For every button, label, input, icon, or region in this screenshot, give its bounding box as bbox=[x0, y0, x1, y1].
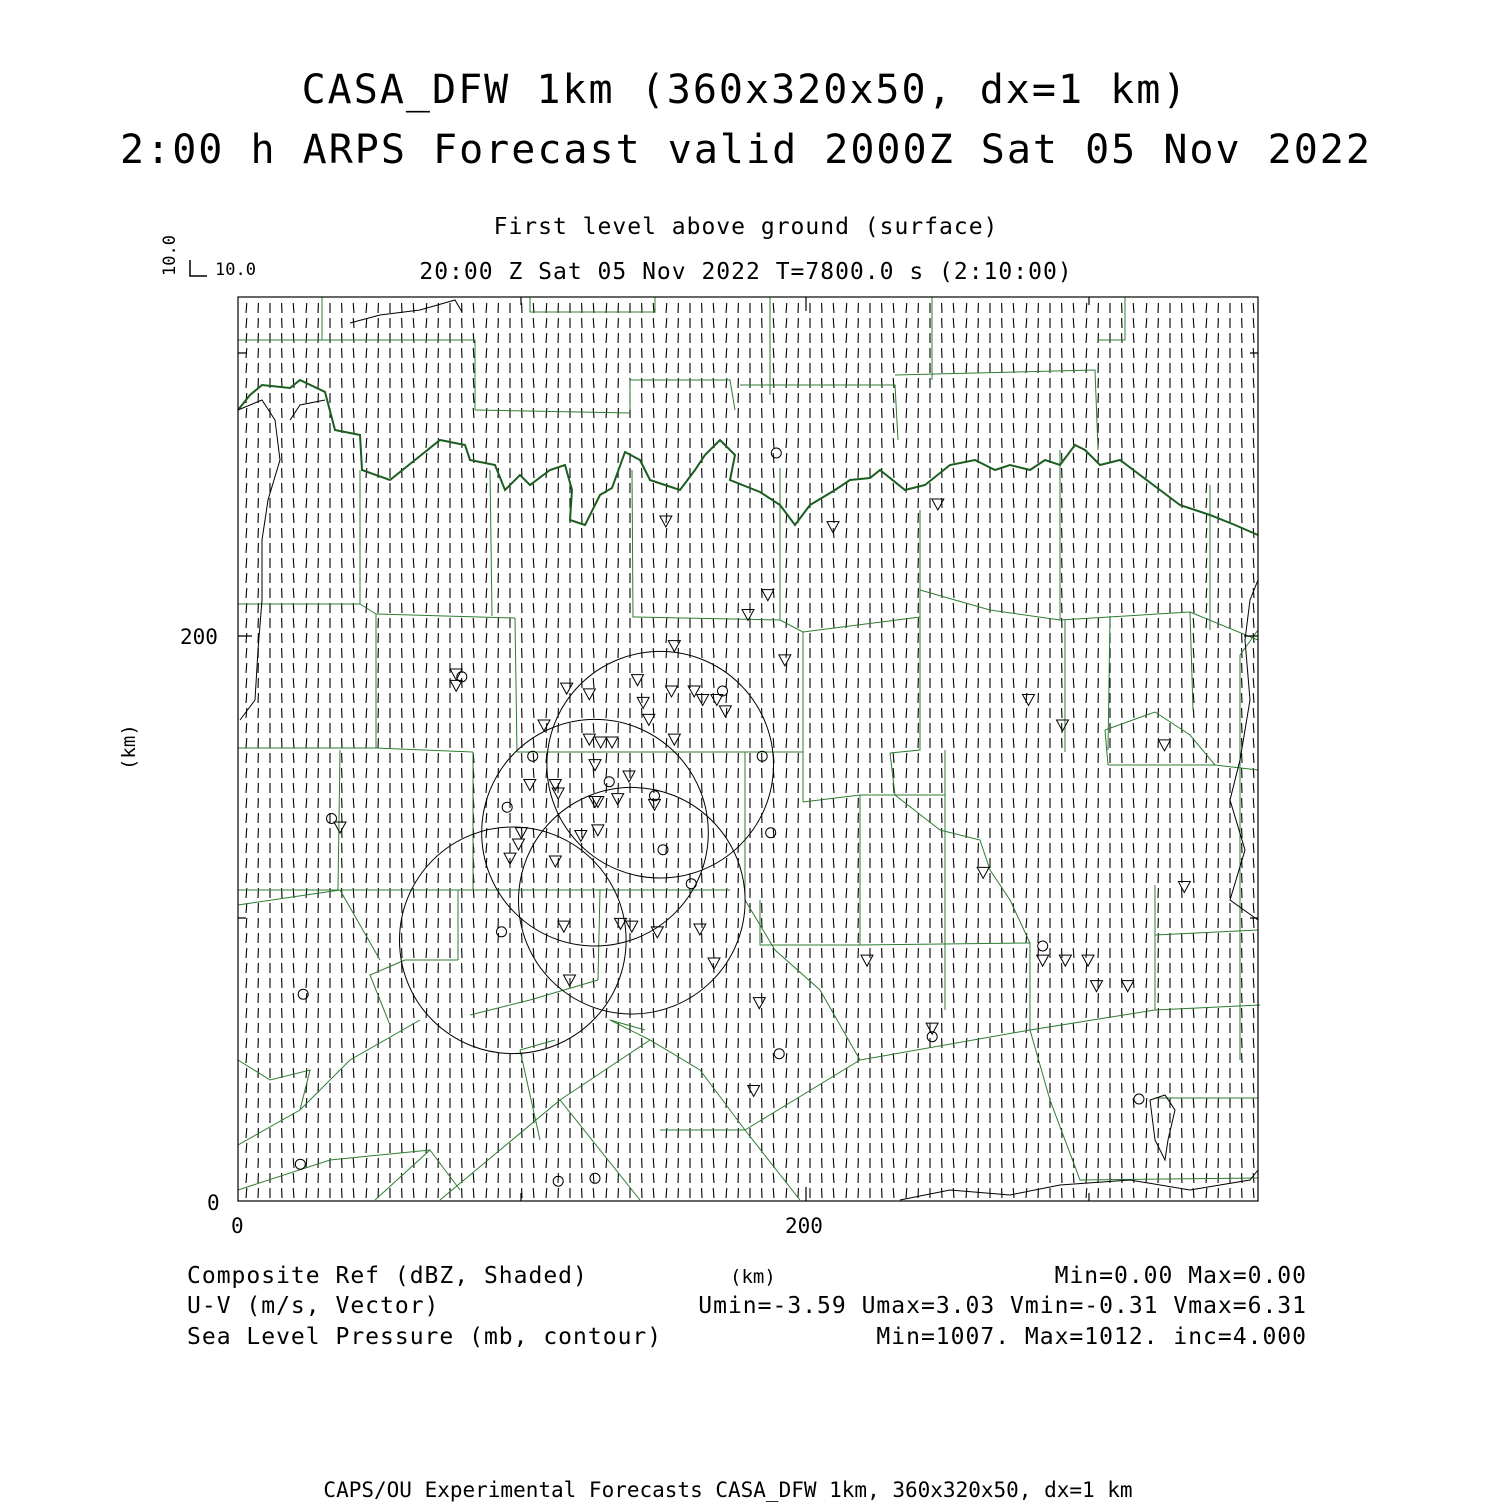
boundary-line bbox=[895, 370, 1098, 450]
station-circle-icon bbox=[604, 777, 614, 787]
station-circle-icon bbox=[590, 1173, 600, 1183]
station-triangle-icon bbox=[575, 831, 587, 842]
y-axis-unit: (km) bbox=[118, 724, 140, 770]
station-triangle-icon bbox=[549, 780, 561, 791]
boundary-line bbox=[1098, 297, 1125, 340]
boundary-line bbox=[1030, 943, 1260, 1030]
legend-field-3: Sea Level Pressure (mb, contour) bbox=[187, 1324, 663, 1350]
radar-ring bbox=[400, 827, 627, 1054]
boundary-line bbox=[920, 590, 1258, 640]
boundary-line bbox=[440, 1100, 640, 1200]
station-triangle-icon bbox=[666, 686, 678, 697]
boundary-line bbox=[238, 890, 340, 905]
boundary-line bbox=[630, 380, 735, 410]
station-circle-icon bbox=[502, 802, 512, 812]
station-triangle-icon bbox=[334, 822, 346, 833]
station-triangle-icon bbox=[1122, 981, 1134, 992]
contour-line bbox=[290, 400, 325, 420]
wind-arrows bbox=[246, 303, 1254, 1198]
footer-credit: CAPS/OU Experimental Forecasts CASA_DFW 1km, 360x320x50, dx=1 km bbox=[323, 1478, 1133, 1502]
boundary-line bbox=[520, 1040, 555, 1050]
sea-level-pressure-contour bbox=[238, 300, 1258, 1200]
station-triangle-icon bbox=[549, 856, 561, 867]
station-triangle-icon bbox=[589, 760, 601, 771]
station-triangle-icon bbox=[694, 924, 706, 935]
station-triangle-icon bbox=[561, 683, 573, 694]
contour-line bbox=[1230, 580, 1258, 920]
boundary-line bbox=[376, 614, 515, 618]
station-triangle-icon bbox=[697, 695, 709, 706]
station-triangle-icon bbox=[1082, 955, 1094, 966]
boundary-line bbox=[238, 1060, 310, 1110]
front-line bbox=[238, 380, 1258, 535]
x-tick-200: 200 bbox=[785, 1214, 823, 1238]
station-triangle-icon bbox=[861, 955, 873, 966]
boundary-line bbox=[530, 297, 655, 312]
station-circle-icon bbox=[771, 448, 781, 458]
boundary-line bbox=[360, 604, 376, 748]
station-circle-icon bbox=[774, 1049, 784, 1059]
title-line-2: 2:00 h ARPS Forecast valid 2000Z Sat 05 Nov 2022 bbox=[120, 127, 1372, 173]
station-circle-icon bbox=[1038, 941, 1048, 951]
legend-field-2: U-V (m/s, Vector) bbox=[187, 1293, 440, 1319]
boundary-line bbox=[740, 385, 898, 440]
boundary-line bbox=[515, 618, 517, 752]
radar-ring bbox=[519, 787, 746, 1014]
station-triangle-icon bbox=[558, 921, 570, 932]
station-circle-icon bbox=[686, 879, 696, 889]
level-subtitle: First level above ground (surface) bbox=[493, 214, 999, 240]
station-circle-icon bbox=[528, 751, 538, 761]
y-tick-0: 0 bbox=[207, 1191, 220, 1215]
station-triangle-icon bbox=[1178, 882, 1190, 893]
observation-stations bbox=[295, 448, 1190, 1186]
station-circle-icon bbox=[766, 828, 776, 838]
station-triangle-icon bbox=[595, 737, 607, 748]
station-circle-icon bbox=[1134, 1094, 1144, 1104]
boundary-line bbox=[745, 1130, 800, 1200]
legend-field-1-stats: Min=0.00 Max=0.00 bbox=[1054, 1263, 1307, 1289]
wind-vector-field bbox=[246, 303, 1254, 1198]
vector-key-icon bbox=[190, 260, 207, 276]
county-boundaries bbox=[238, 297, 1260, 1200]
boundary-line bbox=[338, 750, 340, 890]
boundary-line bbox=[490, 470, 492, 616]
station-triangle-icon bbox=[513, 839, 525, 850]
station-triangle-icon bbox=[779, 655, 791, 666]
station-triangle-icon bbox=[719, 706, 731, 717]
boundary-line bbox=[238, 1020, 420, 1145]
radar-ring bbox=[482, 719, 709, 946]
y-tick-200: 200 bbox=[180, 625, 218, 649]
contour-line bbox=[238, 400, 280, 720]
title-line-1: CASA_DFW 1km (360x320x50, dx=1 km) bbox=[301, 67, 1189, 113]
boundary-line bbox=[238, 1150, 460, 1190]
contour-line bbox=[1150, 1095, 1175, 1160]
vector-key-y-label: 10.0 bbox=[160, 235, 180, 276]
x-tick-0: 0 bbox=[231, 1214, 244, 1238]
boundary-line bbox=[375, 1150, 430, 1200]
boundary-line bbox=[1190, 612, 1193, 710]
radar-range-rings bbox=[400, 651, 774, 1053]
station-triangle-icon bbox=[762, 590, 774, 601]
boundary-line bbox=[560, 1040, 650, 1100]
boundary-line bbox=[520, 1050, 540, 1140]
valid-time-line: 20:00 Z Sat 05 Nov 2022 T=7800.0 s (2:10:00) bbox=[419, 259, 1073, 285]
boundary-line bbox=[1030, 1030, 1258, 1180]
vector-key-arrow bbox=[190, 260, 207, 276]
station-circle-icon bbox=[497, 927, 507, 937]
station-circle-icon bbox=[295, 1159, 305, 1169]
station-triangle-icon bbox=[1091, 981, 1103, 992]
vector-key-x-label: 10.0 bbox=[215, 260, 256, 280]
station-triangle-icon bbox=[926, 1023, 938, 1034]
boundary-line bbox=[890, 753, 1030, 943]
boundary-line bbox=[238, 340, 475, 410]
station-triangle-icon bbox=[1159, 740, 1171, 751]
station-triangle-icon bbox=[1023, 695, 1035, 706]
station-triangle-icon bbox=[753, 998, 765, 1009]
station-triangle-icon bbox=[606, 737, 618, 748]
legend-field-1: Composite Ref (dBZ, Shaded) bbox=[187, 1263, 588, 1289]
boundary-line bbox=[803, 795, 945, 802]
station-triangle-icon bbox=[626, 921, 638, 932]
boundary-line bbox=[370, 960, 405, 1025]
station-triangle-icon bbox=[450, 669, 462, 680]
boundary-line bbox=[860, 1030, 1030, 1060]
boundary-line bbox=[1108, 765, 1258, 770]
x-axis-unit: (km) bbox=[730, 1266, 776, 1288]
station-triangle-icon bbox=[977, 867, 989, 878]
boundary-line bbox=[340, 890, 380, 960]
station-triangle-icon bbox=[637, 697, 649, 708]
station-triangle-icon bbox=[1057, 720, 1069, 731]
station-circle-icon bbox=[327, 814, 337, 824]
legend-field-2-stats: Umin=-3.59 Umax=3.03 Vmin=-0.31 Vmax=6.31 bbox=[698, 1293, 1307, 1319]
station-triangle-icon bbox=[623, 771, 635, 782]
boundary-line bbox=[238, 748, 473, 752]
legend-field-3-stats: Min=1007. Max=1012. inc=4.000 bbox=[876, 1324, 1307, 1350]
boundary-line bbox=[780, 620, 803, 802]
boundary-line bbox=[598, 890, 600, 980]
radar-ring bbox=[547, 651, 774, 878]
boundary-line bbox=[803, 510, 920, 632]
pressure-front-contour bbox=[238, 380, 1258, 535]
